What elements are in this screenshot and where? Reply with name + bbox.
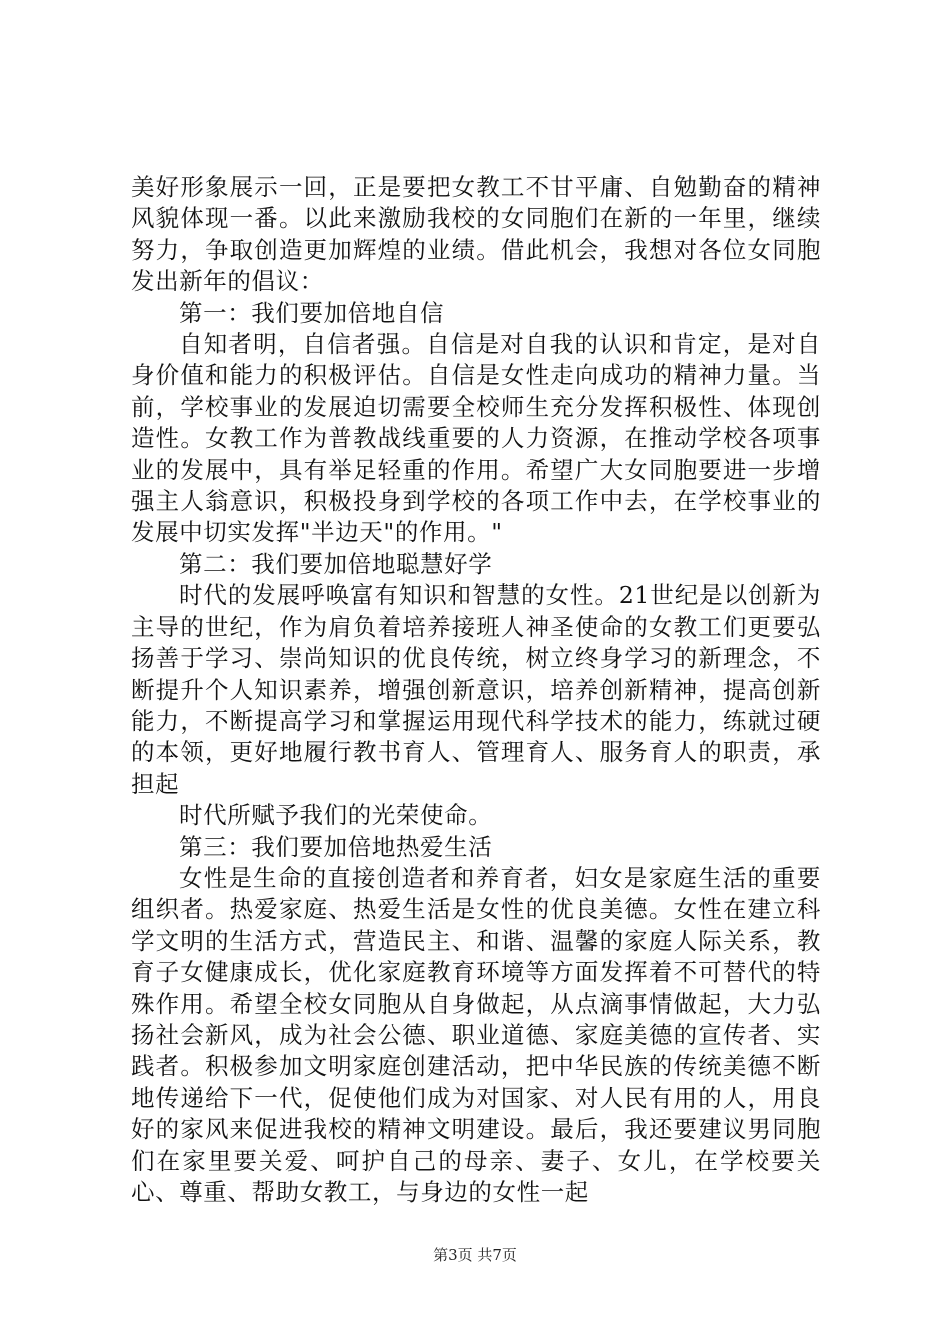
paragraph-intro: 美好形象展示一回，正是要把女教工不甘平庸、自勉勤奋的精神风貌体现一番。以此来激励我校的女同胞们在新的一年里，继续努力，争取创造更加辉煌的业绩。借此机会，我想对各位女同胞发出新年的倡议： — [131, 173, 821, 296]
document-body — [131, 172, 821, 1208]
paragraph-life: 女性是生命的直接创造者和养育者，妇女是家庭生活的重要组织者。热爱家庭、热爱生活是女性的优良美德。女性在建立科学文明的生活方式，营造民主、和谐、温馨的家庭人际关系，教育子女健康成长，优化家庭教育环境等方面发挥着不可替代的特殊作用。希望全校女同胞从自身做起，从点滴事情做起，大力弘扬社会新风，成为社会公德、职业道德、家庭美德的宣传者、实践者。积极参加文明家庭创建活动，把中华民族的传统美德不断地传递给下一代，促使他们成为对国家、对人民有用的人，用良好的家风来促进我校的精神文明建设。最后，我还要建议男同胞们在家里要关爱、呵护自己的母亲、妻子、女儿，在学校要关心、尊重、帮助女教工，与身边的女性一起 — [131, 863, 821, 1206]
heading-second: 第二：我们要加倍地聪慧好学 — [179, 549, 493, 578]
page-number-footer: 第3页 共7页 — [433, 1246, 517, 1264]
heading-first: 第一：我们要加倍地自信 — [179, 298, 445, 327]
paragraph-confidence: 自知者明，自信者强。自信是对自我的认识和肯定，是对自身价值和能力的积极评估。自信是女性走向成功的精神力量。当前，学校事业的发展迫切需要全校师生充分发挥积极性、体现创造性。女教工作为普教战线重要的人力资源，在推动学校各项事业的发展中，具有举足轻重的作用。希望广大女同胞要进一步增强主人翁意识，积极投身到学校的各项工作中去，在学校事业的发展中切实发挥"半边天"的作用。" — [131, 330, 821, 547]
paragraph-learning: 时代的发展呼唤富有知识和智慧的女性。21世纪是以创新为主导的世纪，作为肩负着培养接班人神圣使命的女教工们更要弘扬善于学习、崇尚知识的优良传统，树立终身学习的新理念，不断提升个人知识素养，增强创新意识，培养创新精神，提高创新能力，不断提高学习和掌握运用现代科学技术的能力，练就过硬的本领，更好地履行教书育人、管理育人、服务育人的职责，承担起 — [131, 581, 821, 798]
heading-third: 第三：我们要加倍地热爱生活 — [179, 832, 493, 861]
paragraph-mission: 时代所赋予我们的光荣使命。 — [179, 801, 493, 830]
